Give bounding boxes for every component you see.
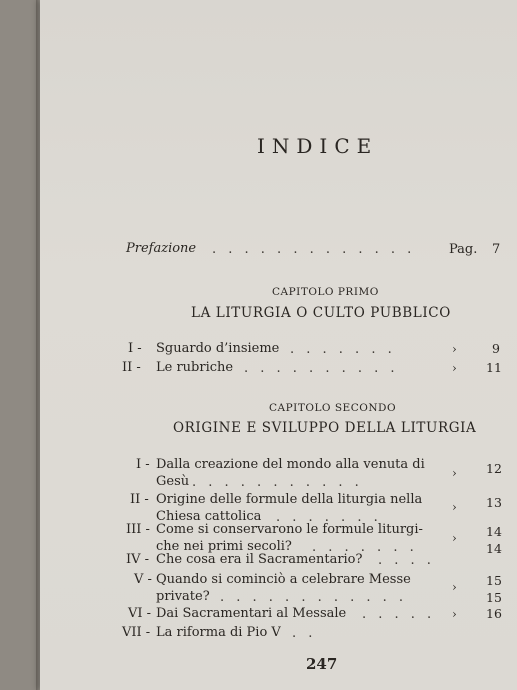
- leader-dots: . .: [292, 626, 317, 641]
- entry-text: Quando si cominciò a celebrare Messe: [156, 572, 411, 587]
- leader-dots: . . . . . . .: [290, 342, 396, 357]
- leader-chevron: ›: [452, 580, 457, 594]
- entry-text-line2: Chiesa cattolica: [156, 509, 262, 524]
- page-title: INDICE: [257, 134, 379, 158]
- page-number-footer: 247: [306, 655, 338, 673]
- leader-chevron: ›: [452, 607, 457, 621]
- entry-text-line2: private?: [156, 589, 210, 604]
- leader-chevron: ›: [452, 342, 457, 356]
- entry-number: I -: [136, 457, 150, 472]
- entry-number: III -: [126, 522, 150, 537]
- entry-page-number: 15: [486, 590, 502, 605]
- entry-text: Come si conservarono le formule liturgi-: [156, 522, 423, 537]
- entry-page-number: 12: [486, 461, 502, 476]
- leader-dots: . . . . . . .: [276, 510, 382, 525]
- leader-chevron: ›: [452, 466, 457, 480]
- entry-page-number: 11: [486, 360, 502, 375]
- chapter1-label: CAPITOLO PRIMO: [272, 286, 379, 298]
- entry-page-number: 16: [486, 606, 502, 621]
- preface-page-number: 7: [492, 242, 501, 257]
- book-page: [40, 0, 517, 690]
- chapter1-title: LA LITURGIA O CULTO PUBBLICO: [191, 305, 451, 321]
- chapter2-title: ORIGINE E SVILUPPO DELLA LITURGIA: [173, 420, 477, 436]
- entry-text: Sguardo d’insieme: [156, 341, 280, 356]
- entry-text: Origine delle formule della liturgia nella: [156, 492, 423, 507]
- entry-text: La riforma di Pio V: [156, 625, 281, 640]
- entry-page-number: 9: [492, 341, 500, 356]
- entry-text: Dalla creazione del mondo alla venuta di: [156, 457, 425, 472]
- preface-pag-label: Pag.: [449, 242, 478, 257]
- entry-number: II -: [130, 492, 149, 507]
- entry-number: VI -: [128, 606, 152, 621]
- leader-chevron: ›: [452, 531, 457, 545]
- entry-page-number: 14: [486, 541, 502, 556]
- entry-page-number: 13: [486, 495, 502, 510]
- leader-dots: . . . . . . . . . . . .: [220, 590, 408, 605]
- entry-text: Dai Sacramentari al Messale: [156, 606, 347, 621]
- entry-number: V -: [134, 572, 152, 587]
- leader-dots: . . . . . . . . . . .: [192, 475, 363, 490]
- preface-label: Prefazione: [126, 241, 197, 256]
- leader-dots: . . . . . . . . . .: [244, 361, 399, 376]
- entry-text: Che cosa era il Sacramentario?: [156, 552, 363, 567]
- leader-dots: . . . . . . . . . . . . .: [212, 242, 416, 257]
- entry-text-line2: Gesù: [156, 474, 190, 489]
- leader-dots: . . . . . . .: [312, 540, 418, 555]
- leader-chevron: ›: [452, 361, 457, 375]
- entry-text-line2: che nei primi secoli?: [156, 539, 292, 554]
- leader-dots: . . . .: [378, 553, 435, 568]
- chapter2-label: CAPITOLO SECONDO: [269, 402, 397, 414]
- leader-chevron: ›: [452, 500, 457, 514]
- entry-number: IV -: [126, 552, 150, 567]
- entry-number: VII -: [122, 625, 151, 640]
- entry-page-number: 14: [486, 524, 502, 539]
- entry-page-number: 15: [486, 573, 502, 588]
- entry-number: I -: [128, 341, 142, 356]
- entry-text: Le rubriche: [156, 360, 234, 375]
- entry-number: II -: [122, 360, 141, 375]
- leader-dots: . . . . .: [362, 607, 436, 622]
